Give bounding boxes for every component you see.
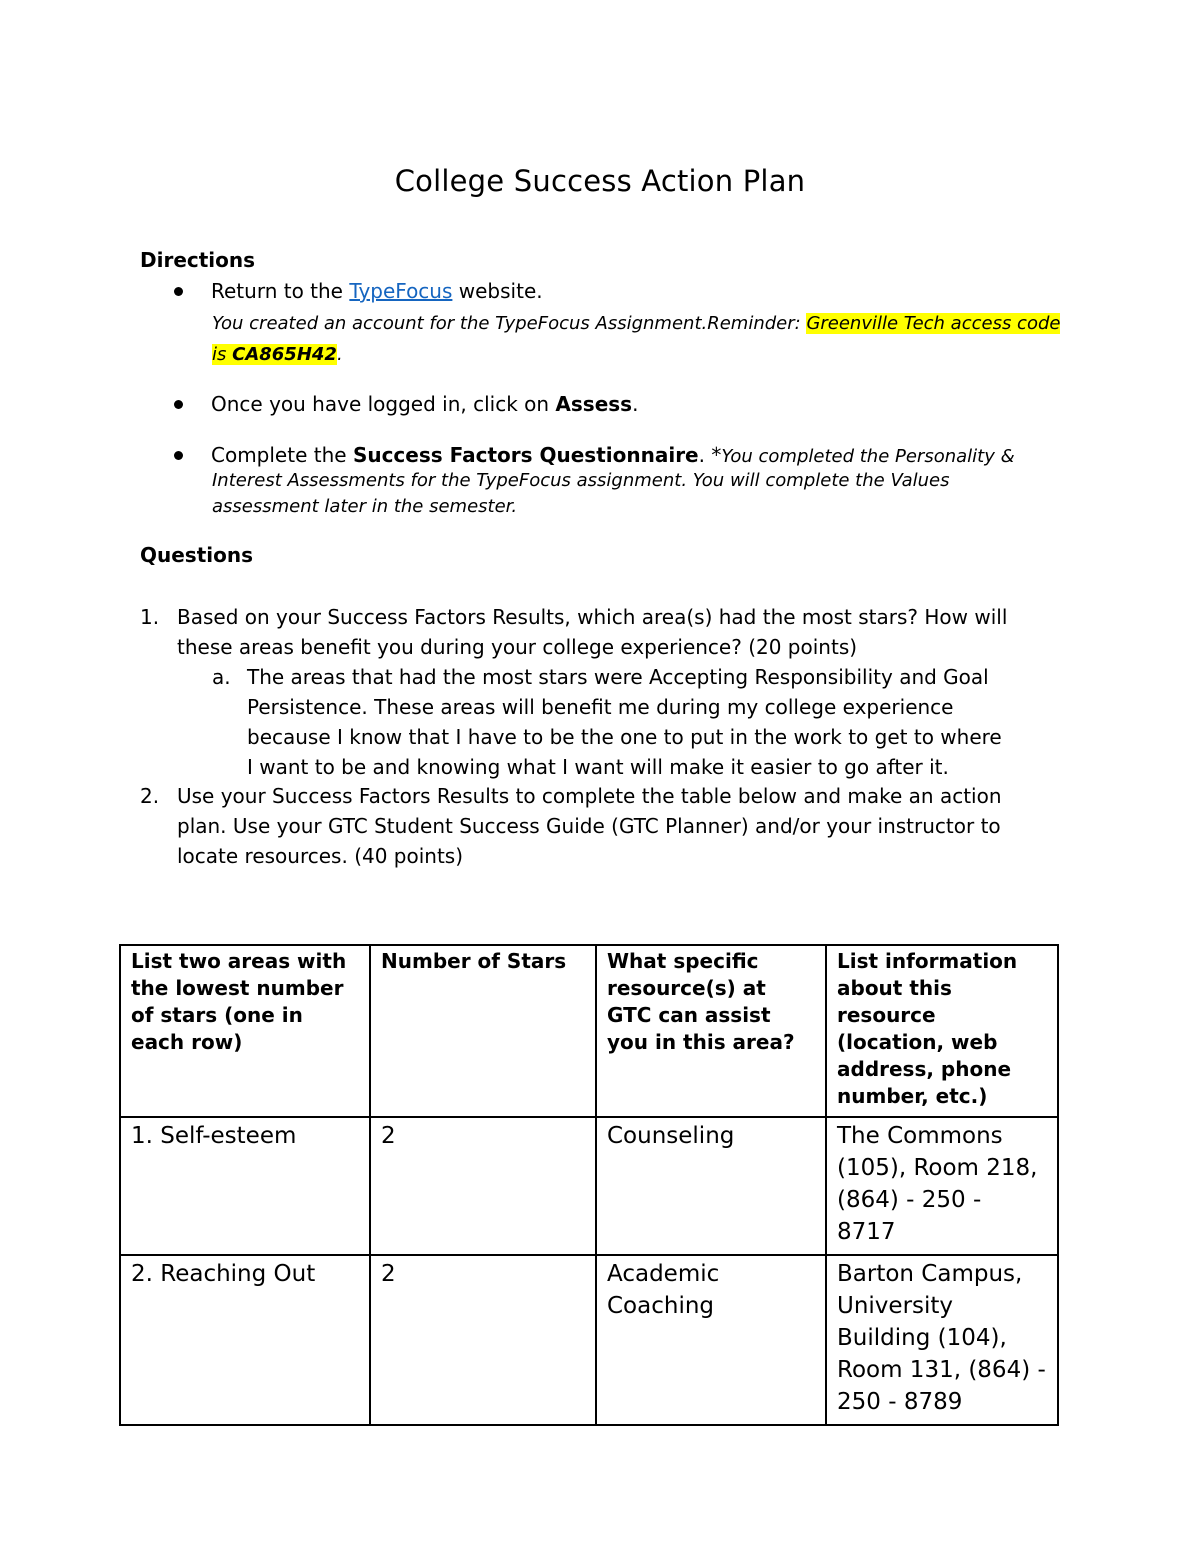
answer-a-line-3: because I know that I have to be the one to put in the work to get to where [247, 725, 1002, 749]
action-plan-table [119, 944, 1059, 1426]
header-number-of-stars: Number of Stars [370, 945, 596, 1117]
access-code-note-line-1: You created an account for the TypeFocus Assignment.Reminder: Greenville Tech access code [212, 313, 1061, 334]
answer-a-line-2: Persistence. These areas will benefit me during my college experience [247, 695, 954, 719]
directions-heading: Directions [140, 248, 256, 272]
bullet-icon [174, 287, 183, 296]
access-code-highlight: Greenville Tech access code [806, 313, 1061, 334]
table-row [120, 1255, 1058, 1425]
access-code-note-line-2: is CA865H42. [212, 344, 343, 365]
header-specific-resources: What specific resource(s) at GTC can assist you in this area? [596, 945, 826, 1117]
table-cell: 1. Self-esteem [120, 1117, 370, 1255]
questions-heading: Questions [140, 543, 254, 567]
typefocus-link[interactable]: TypeFocus [349, 279, 453, 303]
question-2-line-1: Use your Success Factors Results to complete the table below and make an action [177, 784, 1002, 808]
table-cell: Counseling [596, 1117, 826, 1255]
question-2-line-3: locate resources. (40 points) [177, 844, 464, 868]
answer-a-line-1: The areas that had the most stars were Accepting Responsibility and Goal [247, 665, 989, 689]
table-row [120, 1117, 1058, 1255]
table-cell: Barton Campus, University Building (104), Room 131, (864) - 250 - 8789 [826, 1255, 1058, 1425]
header-resource-information: List information about this resource (location, web address, phone number, etc.) [826, 945, 1058, 1117]
header-lowest-areas: List two areas with the lowest number of stars (one in each row) [120, 945, 370, 1117]
access-code: CA865H42 [232, 344, 337, 365]
table-cell: 2. Reaching Out [120, 1255, 370, 1425]
bullet-3-note-line-2: Interest Assessments for the TypeFocus assignment. You will complete the Values [212, 470, 950, 491]
table-header-row [120, 945, 1058, 1117]
bullet-icon [174, 451, 183, 460]
question-2-number: 2. [140, 784, 160, 808]
question-2-line-2: plan. Use your GTC Student Success Guide (GTC Planner) and/or your instructor to [177, 814, 1001, 838]
table-cell: 2 [370, 1117, 596, 1255]
answer-a-line-4: I want to be and knowing what I want will make it easier to go after it. [247, 755, 949, 779]
bullet-3-note-line-3: assessment later in the semester. [212, 496, 518, 517]
question-1-line-1: Based on your Success Factors Results, which area(s) had the most stars? How will [177, 605, 1008, 629]
table-cell: The Commons (105), Room 218, (864) - 250 - 8717 [826, 1117, 1058, 1255]
answer-a-letter: a. [212, 665, 231, 689]
table-cell: Academic Coaching [596, 1255, 826, 1425]
table-cell: 2 [370, 1255, 596, 1425]
question-1-line-2: these areas benefit you during your college experience? (20 points) [177, 635, 858, 659]
question-1-number: 1. [140, 605, 160, 629]
page-title: College Success Action Plan [394, 164, 806, 198]
document-page: College Success Action Plan Directions Return to the TypeFocus website. You created an account for the TypeFocus Assignment.Reminder: Greenville Tech access code is CA865H42. Once you have logged in, click on Assess. Complete the Success Factors Questionnaire. *You completed the Personality & Interest Assessments for the TypeFocus assignment. You will complete the Values assessment later in the semester. Questions 1. Based on your Success Factors Results, which area(s) had the most stars? How will these areas benefit you during your college experience? (20 points) a. The areas that had the most stars were Accepting Responsibility and Goal Persistence. These areas will benefit me during my college experience because I know that I have to be the one to put in the work to get to where I want to be and knowing what I want will make it easier to go after it. 2. Use your Success Factors Results to complete the table below and make an action plan. Use your GTC Student Success Guide (GTC Planner) and/or your instructor to locate resources. (40 points) List two areas with the lowest number of stars (one in each row) Number of Stars What specific resource(s) at GTC can assist you in this area? List information about this resource (location, web address, phone number, etc.) 1. Self-esteem 2 Counseling The Commons (105), Room 218, (864) - 250 - 8717 2. Reaching Out 2 Academic Coaching Barton Campus, University Building (104), Room 131, (864) - 250 - 8789 [0, 0, 1200, 1553]
bullet-icon [174, 400, 183, 409]
